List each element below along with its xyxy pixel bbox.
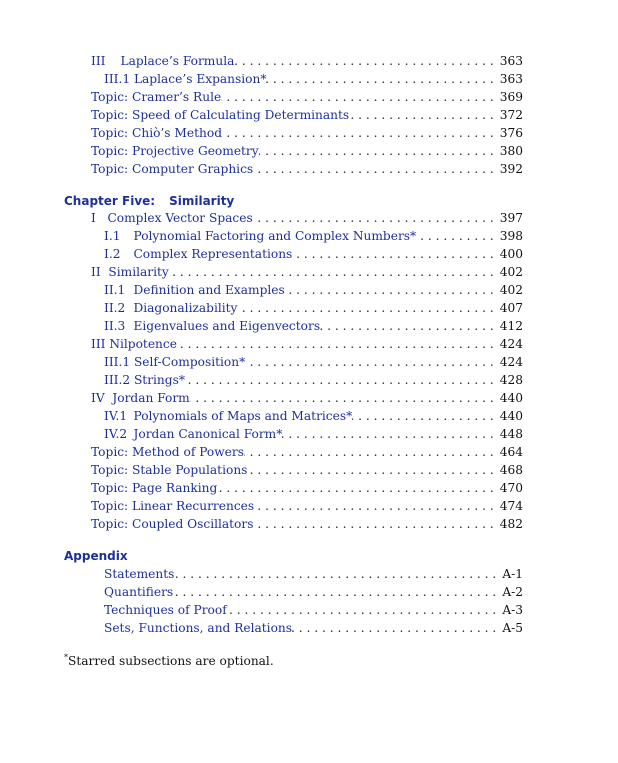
entry-page: 448 xyxy=(499,427,523,441)
appendix-title: Appendix xyxy=(64,549,128,563)
leader-dots xyxy=(177,336,500,353)
entry-page: 428 xyxy=(499,373,523,387)
entry-title: Laplace’s Expansion* xyxy=(133,72,267,86)
entry-title: Topic: Speed of Calculating Determinants xyxy=(91,108,350,122)
leader-dots xyxy=(282,426,499,443)
footnote-mark: * xyxy=(64,652,68,662)
toc-entry[interactable] xyxy=(91,480,523,497)
toc-entry-topic-projective[interactable] xyxy=(91,143,523,160)
leader-dots xyxy=(292,620,502,637)
entry-title: Sets, Functions, and Relations xyxy=(104,621,293,635)
entry-title: Topic: Projective Geometry xyxy=(91,144,259,158)
entry-page: 398 xyxy=(499,229,523,243)
toc-entry[interactable] xyxy=(104,318,523,335)
entry-number: II.2 xyxy=(104,301,126,315)
entry-number: I xyxy=(91,211,96,225)
entry-title: Quantifiers xyxy=(104,585,174,599)
entry-title: Complex Vector Spaces xyxy=(107,211,253,225)
leader-dots xyxy=(320,318,500,335)
entry-title: Nilpotence xyxy=(109,337,177,351)
entry-number: IV.2 xyxy=(104,427,128,441)
entry-page: 470 xyxy=(499,481,523,495)
entry-page: 464 xyxy=(499,445,523,459)
toc-entry-laplace-formula[interactable] xyxy=(91,53,523,70)
entry-page: 424 xyxy=(499,337,523,351)
entry-page: 482 xyxy=(499,517,523,531)
footnote-text: Starred subsections are optional. xyxy=(68,654,274,668)
entry-title: Strings* xyxy=(133,373,185,387)
entry-page: A-5 xyxy=(502,621,523,635)
chapter-title: Similarity xyxy=(169,194,235,208)
entry-number: II xyxy=(91,265,101,279)
entry-title: Similarity xyxy=(108,265,169,279)
footnote xyxy=(64,653,274,670)
leader-dots xyxy=(222,125,500,142)
leader-dots xyxy=(266,71,499,88)
leader-dots xyxy=(185,372,500,389)
entry-number: III xyxy=(91,337,106,351)
entry-page: 392 xyxy=(499,162,523,176)
toc-entry[interactable] xyxy=(104,426,523,443)
toc-entry[interactable] xyxy=(104,228,523,245)
entry-title: Techniques of Proof xyxy=(104,603,227,617)
entry-title: Diagonalizability xyxy=(133,301,238,315)
toc-entry[interactable] xyxy=(91,264,523,281)
leader-dots xyxy=(227,602,503,619)
toc-entry-appendix[interactable] xyxy=(104,566,523,583)
leader-dots xyxy=(217,480,499,497)
entry-page: 372 xyxy=(499,108,523,122)
entry-title: Topic: Coupled Oscillators xyxy=(91,517,254,531)
leader-dots xyxy=(173,584,502,601)
chapter-label: Chapter Five: xyxy=(64,194,156,208)
entry-title: Topic: Cramer’s Rule xyxy=(91,90,222,104)
entry-page: 440 xyxy=(499,409,523,423)
entry-title: Topic: Chiò’s Method xyxy=(91,126,223,140)
entry-number: III.2 xyxy=(104,373,131,387)
entry-title: Polynomial Factoring and Complex Numbers* xyxy=(133,229,417,243)
chapter-five-heading[interactable] xyxy=(64,193,234,209)
entry-page: 474 xyxy=(499,499,523,513)
toc-entry[interactable] xyxy=(91,444,523,461)
leader-dots xyxy=(221,89,500,106)
toc-entry[interactable] xyxy=(91,516,523,533)
toc-entry[interactable] xyxy=(91,498,523,515)
leader-dots xyxy=(190,390,500,407)
entry-title: Definition and Examples xyxy=(133,283,285,297)
entry-title: Eigenvalues and Eigenvectors xyxy=(133,319,321,333)
leader-dots xyxy=(416,228,500,245)
leader-dots xyxy=(237,300,499,317)
toc-entry[interactable] xyxy=(91,210,523,227)
entry-page: 407 xyxy=(499,301,523,315)
entry-title: Topic: Method of Powers xyxy=(91,445,244,459)
entry-page: 402 xyxy=(499,265,523,279)
entry-page: A-1 xyxy=(502,567,523,581)
entry-page: 376 xyxy=(499,126,523,140)
toc-entry[interactable] xyxy=(104,354,523,371)
leader-dots xyxy=(349,107,500,124)
entry-title: Laplace’s Formula xyxy=(120,54,235,68)
entry-page: 424 xyxy=(499,355,523,369)
toc-entry-topic-graphics[interactable] xyxy=(91,161,523,178)
toc-entry-topic-cramer[interactable] xyxy=(91,89,523,106)
toc-entry[interactable] xyxy=(104,246,523,263)
leader-dots xyxy=(285,282,500,299)
entry-number: II.1 xyxy=(104,283,126,297)
entry-number: IV.1 xyxy=(104,409,128,423)
toc-entry-appendix[interactable] xyxy=(104,584,523,601)
leader-dots xyxy=(174,566,502,583)
entry-number: I.1 xyxy=(104,229,121,243)
leader-dots xyxy=(244,444,500,461)
leader-dots xyxy=(352,408,500,425)
entry-title: Self-Composition* xyxy=(133,355,246,369)
entry-number: III.1 xyxy=(104,355,131,369)
entry-page: 369 xyxy=(499,90,523,104)
entry-page: 468 xyxy=(499,463,523,477)
entry-page: 363 xyxy=(499,72,523,86)
toc-entry[interactable] xyxy=(104,300,523,317)
entry-title: Topic: Computer Graphics xyxy=(91,162,254,176)
toc-entry[interactable] xyxy=(104,282,523,299)
toc-entry-topic-chio[interactable] xyxy=(91,125,523,142)
entry-number: IV xyxy=(91,391,105,405)
entry-title: Statements xyxy=(104,567,175,581)
toc-entry-appendix[interactable] xyxy=(104,620,523,637)
entry-title: Complex Representations xyxy=(133,247,293,261)
leader-dots xyxy=(253,161,500,178)
entry-title: Topic: Stable Populations xyxy=(91,463,248,477)
toc-entry[interactable] xyxy=(91,462,523,479)
toc-entry[interactable] xyxy=(91,390,523,407)
entry-title: Jordan Form xyxy=(112,391,190,405)
entry-page: 440 xyxy=(499,391,523,405)
entry-title: Topic: Linear Recurrences xyxy=(91,499,255,513)
entry-page: 412 xyxy=(499,319,523,333)
leader-dots xyxy=(253,210,500,227)
appendix-heading[interactable] xyxy=(64,548,128,564)
leader-dots xyxy=(247,462,499,479)
leader-dots xyxy=(253,516,499,533)
toc-entry[interactable] xyxy=(104,408,523,425)
toc-entry[interactable] xyxy=(91,336,523,353)
leader-dots xyxy=(259,143,500,160)
entry-number: III.1 xyxy=(104,72,131,86)
entry-number: III xyxy=(91,54,106,68)
entry-page: A-3 xyxy=(502,603,523,617)
entry-page: 400 xyxy=(499,247,523,261)
entry-number: II.3 xyxy=(104,319,126,333)
leader-dots xyxy=(234,53,499,70)
entry-page: 402 xyxy=(499,283,523,297)
entry-title: Jordan Canonical Form* xyxy=(133,427,283,441)
toc-entry-appendix[interactable] xyxy=(104,602,523,619)
entry-page: 397 xyxy=(499,211,523,225)
toc-entry[interactable] xyxy=(104,372,523,389)
entry-title: Polynomials of Maps and Matrices* xyxy=(133,409,353,423)
entry-page: 363 xyxy=(499,54,523,68)
leader-dots xyxy=(254,498,500,515)
leader-dots xyxy=(245,354,500,371)
toc-entry-laplace-expansion[interactable] xyxy=(104,71,523,88)
leader-dots xyxy=(169,264,500,281)
entry-page: A-2 xyxy=(502,585,523,599)
entry-number: I.2 xyxy=(104,247,121,261)
leader-dots xyxy=(292,246,499,263)
entry-page: 380 xyxy=(499,144,523,158)
toc-entry-topic-speed[interactable] xyxy=(91,107,523,124)
entry-title: Topic: Page Ranking xyxy=(91,481,218,495)
